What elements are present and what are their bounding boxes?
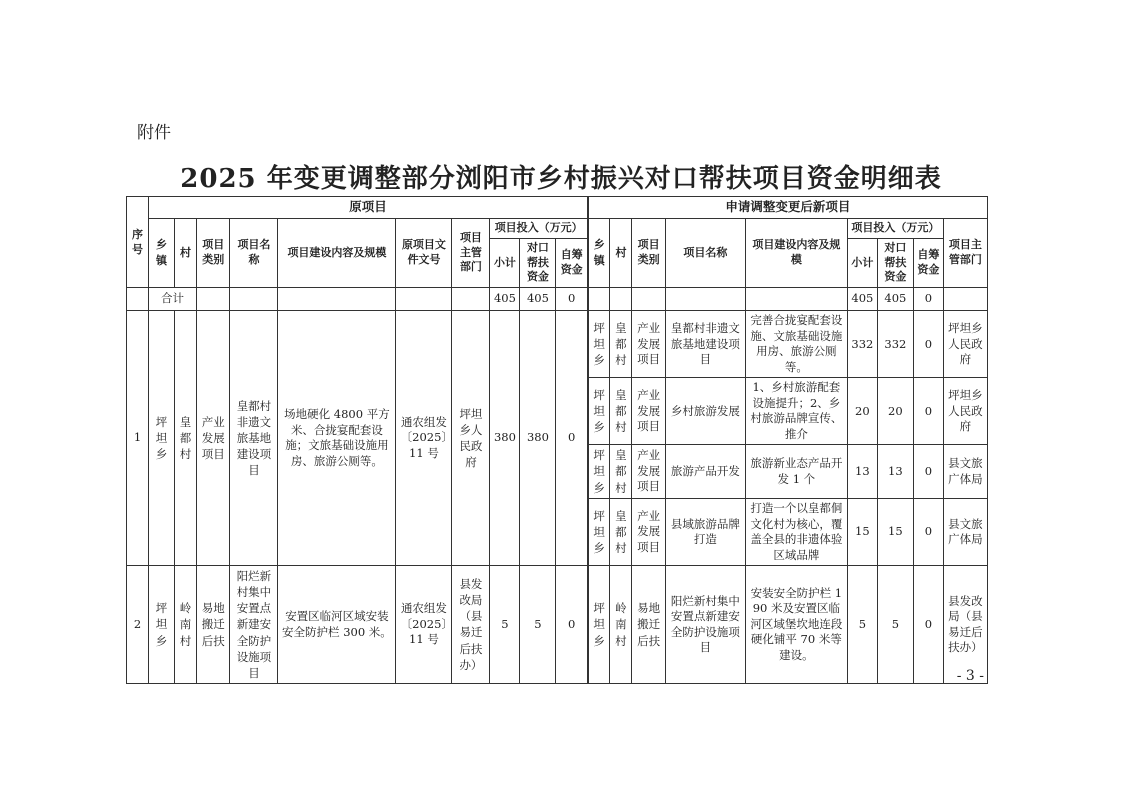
table-row [127,566,988,684]
page-number: - 3 - [956,668,984,684]
new-fund: 20 [877,378,913,445]
new-subtotal: 5 [847,566,877,684]
total-label: 合计 [149,288,197,311]
new-fund: 5 [877,566,913,684]
orig-town: 坪坦乡 [149,311,175,566]
header-new-invest: 项目投入（万元） [847,218,943,238]
orig-self: 0 [556,566,588,684]
new-name: 县域旅游品牌打造 [665,499,745,566]
new-content: 1、乡村旅游配套设施提升；2、乡村旅游品牌宣传、推介 [745,378,847,445]
page-title: 2025 年变更调整部分浏阳市乡村振兴对口帮扶项目资金明细表 [180,164,942,194]
new-name: 乡村旅游发展 [665,378,745,445]
new-fund: 332 [877,311,913,378]
new-fund: 13 [877,445,913,499]
header-self: 自筹资金 [556,238,588,288]
orig-name: 阳烂新村集中安置点新建安全防护设施项目 [230,566,278,684]
total-new-fund: 405 [877,288,913,311]
new-dept: 县文旅广体局 [943,499,987,566]
header-original-project: 原项目 [149,197,588,219]
total-new-self: 0 [913,288,943,311]
new-subtotal: 332 [847,311,877,378]
new-town: 坪坦乡 [588,566,610,684]
new-type: 产业发展项目 [632,311,665,378]
orig-doc: 通农组发〔2025〕11 号 [396,311,452,566]
table-row [127,311,988,378]
header-subtotal: 小计 [490,238,520,288]
header-new-subtotal: 小计 [847,238,877,288]
header-seq: 序号 [127,197,149,288]
new-type: 产业发展项目 [632,445,665,499]
new-dept: 县文旅广体局 [943,445,987,499]
header-name: 项目名称 [230,218,278,287]
new-self: 0 [913,311,943,378]
orig-village: 岭南村 [175,566,197,684]
new-name: 旅游产品开发 [665,445,745,499]
header-fund: 对口帮扶资金 [520,238,556,288]
new-type: 产业发展项目 [632,378,665,445]
new-type: 易地搬迁后扶 [632,566,665,684]
new-fund: 15 [877,499,913,566]
new-content: 打造一个以皇都侗文化村为核心，覆盖全县的非遗体验区域品牌 [745,499,847,566]
orig-self: 0 [556,311,588,566]
total-orig-subtotal: 405 [490,288,520,311]
header-dept: 项目主管部门 [452,218,490,287]
orig-subtotal: 5 [490,566,520,684]
orig-content: 安置区临河区域安装安全防护栏 300 米。 [278,566,396,684]
new-content: 完善合拢宴配套设施、文旅基础设施用房、旅游公厕等。 [745,311,847,378]
orig-type: 易地搬迁后扶 [197,566,230,684]
new-subtotal: 13 [847,445,877,499]
header-new-fund: 对口帮扶资金 [877,238,913,288]
header-doc: 原项目文件文号 [396,218,452,287]
new-village: 皇都村 [610,311,632,378]
new-self: 0 [913,378,943,445]
new-subtotal: 15 [847,499,877,566]
new-town: 坪坦乡 [588,311,610,378]
new-name: 皇都村非遗文旅基地建设项目 [665,311,745,378]
new-village: 皇都村 [610,499,632,566]
orig-subtotal: 380 [490,311,520,566]
orig-doc: 通农组发〔2025〕11 号 [396,566,452,684]
new-town: 坪坦乡 [588,445,610,499]
new-self: 0 [913,499,943,566]
new-subtotal: 20 [847,378,877,445]
orig-fund: 5 [520,566,556,684]
orig-dept: 坪坦乡人民政府 [452,311,490,566]
header-new-self: 自筹资金 [913,238,943,288]
header-invest: 项目投入（万元） [490,218,588,238]
new-name: 阳烂新村集中安置点新建安全防护设施项目 [665,566,745,684]
new-type: 产业发展项目 [632,499,665,566]
new-dept: 县发改局（县易迁后扶办） [943,566,987,684]
header-town: 乡镇 [149,218,175,287]
orig-village: 皇都村 [175,311,197,566]
total-row [127,288,988,311]
header-type: 项目类别 [197,218,230,287]
header-content: 项目建设内容及规模 [278,218,396,287]
orig-content: 场地硬化 4800 平方米、合拢宴配套设施；文旅基础设施用房、旅游公厕等。 [278,311,396,566]
header-new-content: 项目建设内容及规模 [745,218,847,287]
new-dept: 坪坦乡人民政府 [943,311,987,378]
new-town: 坪坦乡 [588,378,610,445]
header-village: 村 [175,218,197,287]
new-content: 旅游新业态产品开发 1 个 [745,445,847,499]
orig-dept: 县发改局（县易迁后扶办） [452,566,490,684]
orig-town: 坪坦乡 [149,566,175,684]
header-new-name: 项目名称 [665,218,745,287]
header-new-type: 项目类别 [632,218,665,287]
row-seq: 1 [127,311,149,566]
total-new-subtotal: 405 [847,288,877,311]
new-village: 皇都村 [610,445,632,499]
attachment-label: 附件 [137,123,171,143]
header-new-town: 乡镇 [588,218,610,287]
new-content: 安装安全防护栏 190 米及安置区临河区域堡坎地连段硬化铺平 70 米等建设。 [745,566,847,684]
header-new-village: 村 [610,218,632,287]
orig-type: 产业发展项目 [197,311,230,566]
total-orig-self: 0 [556,288,588,311]
orig-name: 皇都村非遗文旅基地建设项目 [230,311,278,566]
new-village: 皇都村 [610,378,632,445]
funding-detail-table [126,196,988,684]
new-village: 岭南村 [610,566,632,684]
new-town: 坪坦乡 [588,499,610,566]
new-self: 0 [913,445,943,499]
new-dept: 坪坦乡人民政府 [943,378,987,445]
orig-fund: 380 [520,311,556,566]
row-seq: 2 [127,566,149,684]
new-self: 0 [913,566,943,684]
header-new-project: 申请调整变更后新项目 [588,197,987,219]
total-orig-fund: 405 [520,288,556,311]
header-new-dept: 项目主管部门 [943,218,987,287]
